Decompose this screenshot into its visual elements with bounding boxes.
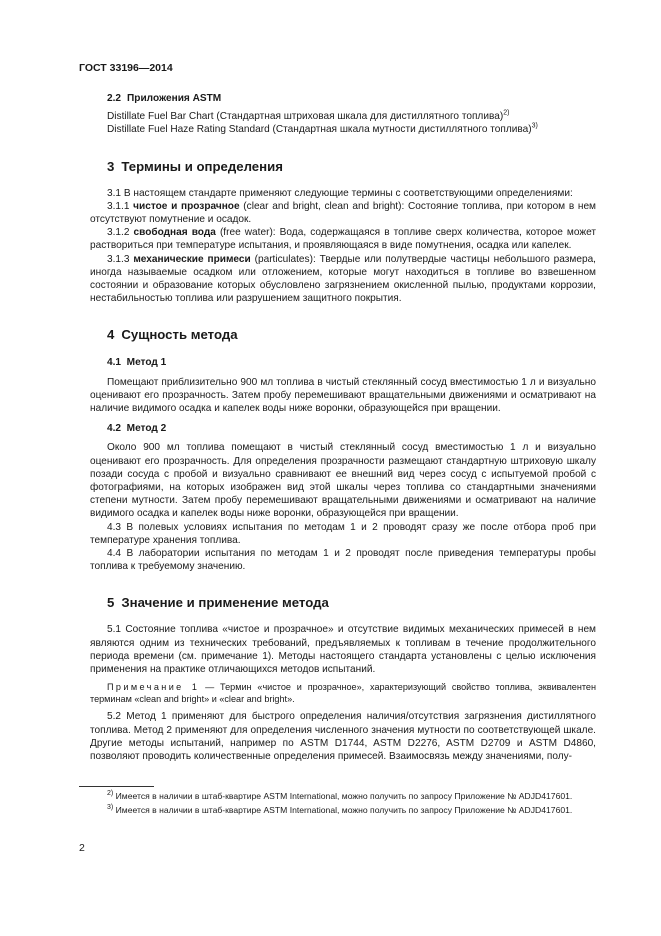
footnote-ref: 2): [503, 109, 510, 117]
section-4-title: Сущность метода: [121, 327, 238, 343]
footnotes: [79, 790, 614, 818]
section-5-title: Значение и применение метода: [121, 595, 329, 611]
section-3-heading: [107, 159, 596, 175]
method-2-text: Около 900 мл топлива помещают в чистый стеклянный сосуд вместимостью 1 л и визуально оценивают его прозрачность. Для определения прозрачности размещают стандартную штриховую шкалу позади сосуда с пробой и визуально сравнивают ее внешний вид через сосуд с испытуемой пробой с фотографиями, на которых изображен вид этой шкалы через топлива со стандартными значениями степени мутности. Затем пробу перемешивают вращательными движениями и осматривают на наличие видимого осадка и капелек воды ниже воронки, образующейся при вращении.: [90, 442, 596, 520]
term-number: 3.1.2: [107, 227, 130, 239]
paragraph-3-1: 3.1 В настоящем стандарте применяют следующие термины с соответствующими определениями:: [107, 187, 573, 199]
term-name: чистое и прозрачное: [133, 200, 240, 212]
paragraph-4-3: 4.3 В полевых условиях испытания по методам 1 и 2 проводят сразу же после отбора проб при температуре хранения топлива.: [90, 521, 596, 546]
term-definition: (free water): Вода, содержащаяся в топливе сверх количества, которое может раствориться при температуре испытания, и проявляющаяся в виде помутнения, осадка или капелек.: [90, 227, 596, 252]
method-1-title: Метод 1: [126, 357, 167, 369]
paragraph-5-2: 5.2 Метод 1 применяют для быстрого определения наличия/отсутствия загрязнения дистиллятного топлива. Метод 2 применяют для определения численного значения мутности по соответствующей шкале. Другие методы испытаний, например по ASTM D1744, ASTM D2276, ASTM D2709 и ASTM D4860, позволяют проводить количественные определения примесей. Взаимосвязь между значениями, полу-: [90, 711, 596, 762]
term-name: механические примеси: [133, 253, 251, 265]
reference-line: [107, 123, 596, 136]
note-1: [90, 681, 596, 705]
reference-line: [107, 110, 596, 123]
method-1-number: 4.1: [107, 357, 122, 369]
section-3-number: 3: [107, 158, 115, 174]
page-number: 2: [79, 842, 85, 854]
term-3-1-1: [90, 200, 596, 226]
section-2-2-heading: [107, 92, 596, 105]
section-3-title: Термины и определения: [121, 158, 283, 174]
term-definition: (particulates): Твердые или полутвердые частицы небольшого размера, иногда называемые осадком или отложением, которые могут находиться в топливе во взвешенном состоянии и образование которых обусловлено загрязнением окисленной пылью, продуктами коррозии, нестабильностью топлива или разрушением защитного покрытия.: [90, 253, 596, 305]
paragraph-4-4: 4.4 В лаборатории испытания по методам 1 и 2 проводят после приведения температуры пробы топлива к требуемому значению.: [90, 548, 596, 573]
footnote: [79, 790, 614, 802]
footnote-mark: 3): [107, 804, 114, 812]
section-2-2-number: 2.2: [107, 93, 122, 104]
section-4-number: 4: [107, 327, 115, 343]
method-2-title: Метод 2: [126, 423, 167, 435]
method-2-number: 4.2: [107, 423, 122, 435]
footnote-mark: 2): [107, 790, 114, 798]
footnote: [79, 804, 614, 816]
section-4-heading: [107, 327, 596, 343]
term-3-1-3: [90, 253, 596, 306]
footnote-divider: [79, 786, 154, 787]
method-1-heading: [107, 356, 596, 369]
footnote-text: Имеется в наличии в штаб-квартире ASTM International, можно получить по запросу Приложение № ADJD417601.: [115, 805, 573, 815]
section-5-number: 5: [107, 595, 115, 611]
note-label: Примечание 1: [107, 682, 200, 693]
term-name: свободная вода: [133, 227, 216, 239]
term-3-1-2: [90, 226, 596, 252]
method-2-heading: [107, 422, 596, 435]
term-number: 3.1.3: [107, 253, 130, 265]
paragraph-5-1: 5.1 Состояние топлива «чистое и прозрачное» и отсутствие видимых механических примесей в нем являются одним из технических требований, предъявляемых к топливам в течение продолжительного периода времени (см. примечание 1). Методы настоящего стандарта установлены с целью исключения применения на практике отличающихся методов испытаний.: [90, 624, 596, 676]
method-1-text: Помещают приблизительно 900 мл топлива в чистый стеклянный сосуд вместимостью 1 л и визуально оценивают его прозрачность. Затем пробу перемешивают вращательными движениями и осматривают на наличие видимого осадка и капелек воды ниже воронки, образующейся при вращении.: [90, 376, 596, 415]
reference-text: Distillate Fuel Haze Rating Standard (Стандартная шкала мутности дистиллятного топлива): [107, 124, 532, 136]
footnote-text: Имеется в наличии в штаб-квартире ASTM International, можно получить по запросу Приложение № ADJD417601.: [115, 791, 573, 801]
footnote-ref: 3): [531, 123, 538, 131]
document-header: ГОСТ 33196—2014: [79, 62, 173, 74]
page-content: [90, 92, 596, 763]
reference-text: Distillate Fuel Bar Chart (Стандартная штриховая шкала для дистиллятного топлива): [107, 111, 504, 123]
section-5-heading: [107, 595, 596, 611]
note-text: — Термин «чистое и прозрачное», характеризующий свойство топлива, эквивалентен терминам «clean and bright» и «clear and bright».: [90, 682, 596, 705]
term-number: 3.1.1: [107, 200, 130, 212]
section-2-2-title: Приложения ASTM: [127, 93, 222, 104]
term-definition: (clear and bright, clean and bright): Состояние топлива, при котором в нем отсутствуют помутнение и осадок.: [90, 200, 596, 226]
